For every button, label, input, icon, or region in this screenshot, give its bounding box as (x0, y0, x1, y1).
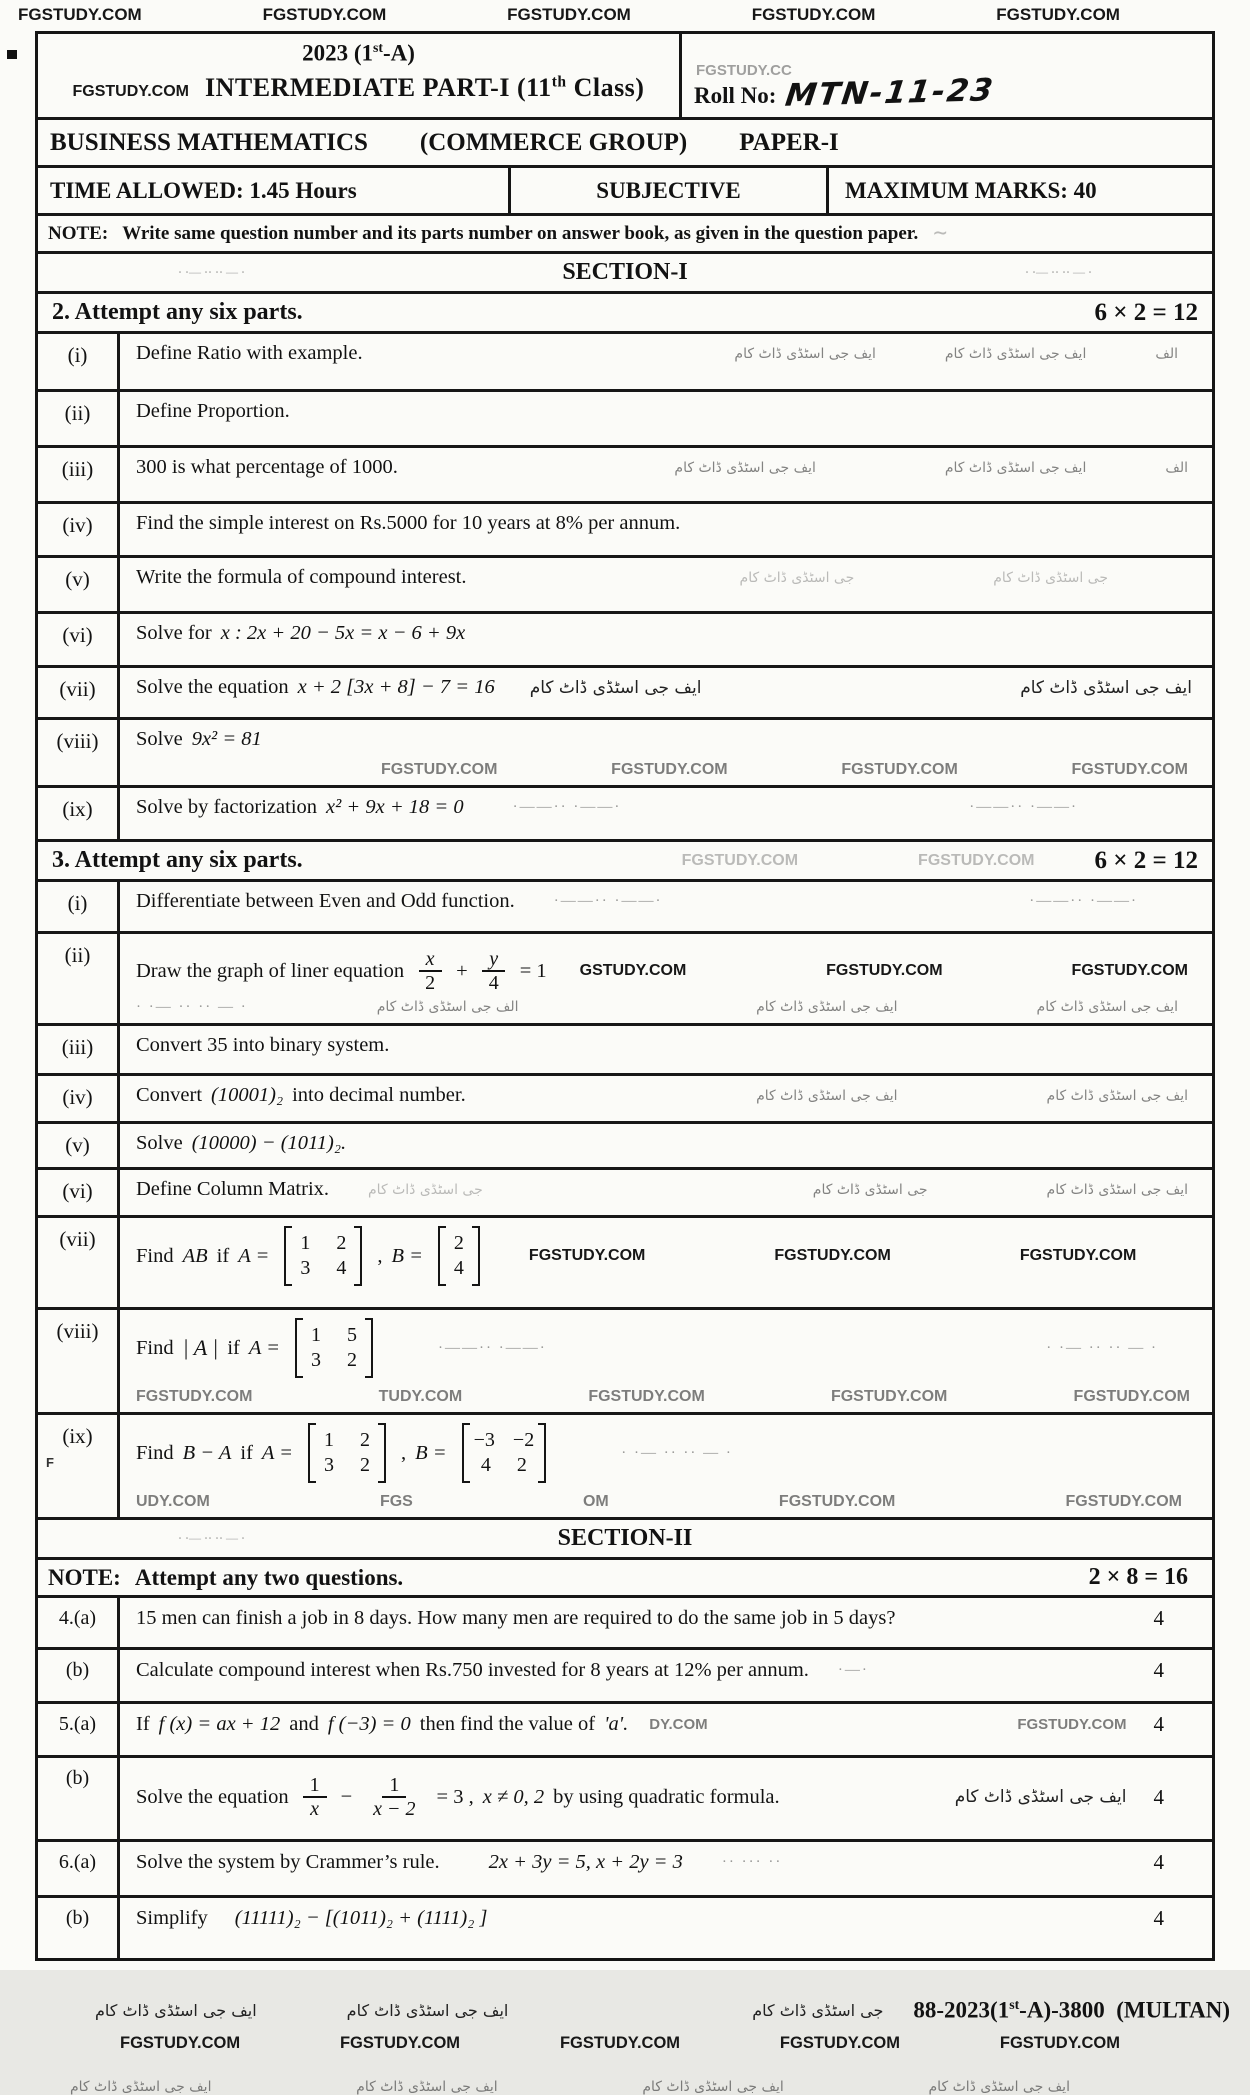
watermark-text: FGSTUDY.COM (826, 962, 943, 980)
question-text: Define Proportion. (136, 400, 290, 422)
question-text: Calculate compound interest when Rs.750 invested for 8 years at 12% per annum. (136, 1659, 809, 1681)
urdu-watermark: ایف جی اسٹڈی ڈاٹ کام (70, 2078, 212, 2095)
urdu-watermark: ایف جی اسٹڈی ڈاٹ کام (674, 459, 816, 476)
watermark-text: DY.COM (649, 1716, 708, 1733)
question-mid: and (289, 1713, 319, 1735)
part-number: (i) (38, 334, 120, 389)
question-equation: = 3 , (436, 1785, 474, 1808)
question-text-cell (120, 882, 1212, 931)
part-number: (b) (38, 1898, 120, 1958)
watermark-text: UDY.COM (136, 1493, 210, 1510)
question-text: Differentiate between Even and Odd function. (136, 890, 515, 912)
determinant-name: | A | (182, 1335, 219, 1360)
question2-heading: 2. Attempt any six parts. (52, 299, 303, 325)
watermark-text: FGSTUDY.COM (830, 1388, 948, 1405)
question-lead: Solve the equation (136, 1785, 289, 1808)
operator: − (340, 1785, 353, 1808)
question-lead: Draw the graph of liner equation (136, 959, 405, 982)
urdu-watermark: الف جی اسٹڈی ڈاٹ کام (376, 999, 519, 1016)
time-allowed: TIME ALLOWED: 1.45 Hours (50, 177, 357, 203)
part-number-text: (ix) (62, 1424, 93, 1448)
fraction (418, 948, 442, 995)
watermark-text: FGSTUDY.COM (751, 5, 876, 24)
question-row (38, 1076, 1212, 1124)
header-row-subject (38, 120, 1212, 168)
question-lead: Solve the equation (136, 676, 289, 698)
question-equation: (10000) − (1011)₂. (191, 1132, 347, 1154)
question-row (38, 934, 1212, 1026)
fraction-numerator: 1 (303, 1774, 327, 1798)
urdu-watermark: الف (1155, 345, 1178, 362)
watermark-text: FGSTUDY.COM (774, 1247, 891, 1264)
question-row (38, 1124, 1212, 1170)
fraction-denominator: x (310, 1798, 320, 1821)
matrix-label: B = (391, 1244, 423, 1267)
watermark-text: FGSTUDY.COM (778, 1493, 896, 1510)
question-condition: x ≠ 0, 2 (482, 1785, 545, 1808)
watermark-text: FGSTUDY.COM (918, 851, 1035, 869)
question-equation: 9x² = 81 (191, 728, 262, 750)
question-text-cell (120, 1898, 1212, 1958)
urdu-watermark: ایف جی اسٹڈی ڈاٹ کام (944, 459, 1087, 476)
roll-number-cell (679, 34, 1212, 117)
urdu-watermark: ایف جی اسٹڈی ڈاٹ کام (928, 2078, 1070, 2095)
part-number: (ii) (38, 934, 120, 1023)
question-equation: (10001)₂ (211, 1084, 284, 1106)
question-lead: If (136, 1713, 150, 1735)
urdu-watermark: ایف جی اسٹڈی ڈاٹ کام (756, 1087, 898, 1104)
matrix-b: 2 4 (438, 1226, 480, 1286)
matrix-label: A = (238, 1244, 270, 1267)
question-text-cell (120, 720, 1212, 785)
maximum-marks: MAXIMUM MARKS: 40 (845, 177, 1097, 203)
footer-bottom-urdu-row (0, 2053, 1250, 2095)
watermark-text: FGSTUDY.COM (1071, 761, 1188, 778)
question-text-cell (120, 334, 1212, 389)
urdu-watermark: ایف جی اسٹڈی ڈاٹ کام (1036, 999, 1178, 1016)
note-text: Write same question number and its parts number on answer book, as given in the question paper. (122, 222, 919, 244)
part-number: (viii) (38, 720, 120, 785)
question-text-cell (120, 1598, 1212, 1647)
question-variable: 'a'. (604, 1713, 629, 1735)
question-text-cell (120, 504, 1212, 555)
part-number: 4.(a) (38, 1598, 120, 1647)
question-text: 300 is what percentage of 1000. (136, 456, 398, 478)
part-number: (iii) (38, 1026, 120, 1073)
footer-imprint-row (95, 1997, 1230, 2024)
note-row (38, 216, 1212, 254)
part-number: (v) (38, 558, 120, 611)
question-lead: Solve (136, 728, 183, 750)
fraction-denominator: 4 (488, 972, 499, 995)
question-row (38, 392, 1212, 448)
urdu-watermark: ایف جی اسٹڈی ڈاٹ کام (346, 2000, 509, 2020)
question3-heading-row (38, 842, 1212, 882)
fraction (303, 1774, 327, 1821)
part-number: (iv) (38, 1076, 120, 1121)
question-row (38, 788, 1212, 842)
question-row (38, 668, 1212, 720)
question-row (38, 1218, 1212, 1310)
marks-value: 4 (1153, 1850, 1164, 1874)
marks-value: 4 (1153, 1606, 1164, 1630)
header-row-time (38, 168, 1212, 216)
question-text-cell (120, 1704, 1212, 1755)
watermark-text: FGSTUDY.COM (262, 5, 387, 24)
question-mid: if (227, 1336, 240, 1359)
watermark-text: FGSTUDY.COM (588, 1388, 705, 1405)
section2-title: SECTION-II (557, 1525, 693, 1551)
question-lead: Solve by factorization (136, 796, 318, 818)
part-number: (ix) (38, 788, 120, 839)
part-number: (ii) (38, 392, 120, 445)
watermark-text: FGSTUDY.COM (1017, 1716, 1127, 1733)
marks-value: 4 (1153, 1906, 1164, 1930)
paper-type: SUBJECTIVE (508, 168, 829, 213)
exam-title-line (38, 73, 679, 103)
urdu-watermark: جی اسٹڈی ڈاٹ کام (368, 1181, 483, 1198)
scan-noise: · ·— ·· ·· — · (1024, 265, 1092, 279)
question-row (38, 1598, 1212, 1650)
subject-name: BUSINESS MATHEMATICS (50, 128, 368, 156)
question-lead: Simplify (136, 1907, 208, 1929)
scan-noise: · ·— ·· ·· — · (136, 998, 248, 1015)
urdu-watermark: ایف جی اسٹڈی ڈاٹ کام (954, 1787, 1127, 1808)
question-mid: if (216, 1244, 230, 1267)
question-text-cell (120, 1310, 1212, 1412)
question-text-cell (120, 614, 1212, 665)
pen-mark: ·—· (837, 1662, 869, 1678)
footer-watermark-row (0, 2024, 1250, 2053)
urdu-watermark: ایف جی اسٹڈی ڈاٹ کام (1020, 677, 1192, 698)
matrix-a: 1 2 3 2 (308, 1423, 386, 1483)
scan-noise: ·——·· ·——· (553, 893, 663, 909)
watermark-text: FGSTUDY.COM (841, 761, 958, 778)
urdu-watermark: ایف جی اسٹڈی ڈاٹ کام (1046, 1087, 1188, 1104)
watermark-text: FGS (379, 1493, 413, 1510)
matrix-a: 1 5 3 2 (295, 1318, 373, 1378)
scan-noise: · ·— ·· ·· — · (1046, 1339, 1158, 1356)
fraction-denominator: 2 (425, 972, 436, 995)
scan-noise: ·· ··· ·· (721, 1854, 783, 1870)
section2-marks: 2 × 8 = 16 (1088, 1564, 1188, 1590)
urdu-watermark: ایف جی اسٹڈی ڈاٹ کام (1046, 1181, 1188, 1198)
question-row (38, 1898, 1212, 1958)
question-equation: x² + 9x + 18 = 0 (326, 796, 464, 818)
question-equation: f (−3) = 0 (327, 1713, 411, 1735)
urdu-watermark: جی اسٹڈی ڈاٹ کام (739, 569, 855, 586)
question-row (38, 1704, 1212, 1758)
note-label: NOTE: (48, 222, 109, 244)
question-row (38, 720, 1212, 788)
question3-marks: 6 × 2 = 12 (1094, 846, 1198, 874)
question3-heading: 3. Attempt any six parts. (52, 847, 303, 873)
clipped-watermark: F (46, 1455, 54, 1470)
watermark-text: FGSTUDY.COM (559, 2033, 681, 2052)
part-number: (iii) (38, 448, 120, 501)
subject-group: (COMMERCE GROUP) (419, 128, 688, 156)
operator: + (456, 959, 468, 982)
question-text-cell (120, 558, 1212, 611)
watermark-line (136, 1388, 1198, 1406)
part-number: (b) (38, 1758, 120, 1839)
paper-number: PAPER-I (739, 128, 839, 156)
watermark-text: FGSTUDY.COM (1065, 1493, 1182, 1510)
watermark-text: FGSTUDY.COM (136, 1388, 253, 1405)
urdu-watermark: الف (1165, 459, 1188, 476)
part-number: (iv) (38, 504, 120, 555)
scan-noise: · ·— ·· ·· — · (621, 1444, 733, 1461)
exam-year: 2023 (1st-A) (302, 40, 415, 66)
urdu-watermark: ایف جی اسٹڈی ڈاٹ کام (944, 345, 1087, 362)
question-text-cell (120, 448, 1212, 501)
urdu-watermark: ایف جی اسٹڈی ڈاٹ کام (529, 677, 702, 698)
question-lead: Convert (136, 1084, 203, 1106)
comma: , (377, 1244, 383, 1267)
question-row (38, 334, 1212, 392)
watermark-text: FGSTUDY.COM (996, 5, 1120, 24)
watermark-text: FGSTUDY.COM (1019, 1247, 1137, 1264)
question-equation: f (x) = ax + 12 (158, 1713, 281, 1735)
watermark-row-top (0, 0, 1250, 25)
section1-header (38, 254, 1212, 294)
part-number: (vi) (38, 614, 120, 665)
scan-noise: ·——·· ·——· (512, 799, 622, 815)
watermark-text: OM (582, 1493, 609, 1510)
question-row (38, 1415, 1212, 1520)
question-text: Define Column Matrix. (136, 1178, 330, 1200)
question-equation: x : 2x + 20 − 5x = x − 6 + 9x (220, 622, 466, 644)
question-text-cell (120, 668, 1212, 717)
question-equation: (11111)₂ − [(1011)₂ + (1111)₂ ] (234, 1907, 488, 1929)
question-lead: Solve for (136, 622, 212, 644)
scan-noise: · ·— ·· ·· — · (178, 265, 246, 279)
question-tail: then find the value of (419, 1713, 596, 1735)
clipped-watermark: FGSTUDY.CC (696, 62, 792, 79)
question-text-cell (120, 934, 1212, 1023)
question-lead: Find (136, 1244, 174, 1267)
watermark-text: FGSTUDY.COM (507, 5, 631, 24)
matrix-b: −3 −2 4 2 (462, 1423, 547, 1483)
fraction-numerator: 1 (382, 1774, 406, 1798)
question-equation: x + 2 [3x + 8] − 7 = 16 (297, 676, 495, 698)
question-text-cell (120, 1170, 1212, 1215)
part-number: (i) (38, 882, 120, 931)
question-row (38, 1842, 1212, 1898)
fraction (482, 948, 506, 995)
question-row (38, 504, 1212, 558)
scan-noise: ·——·· ·——· (438, 1339, 547, 1356)
watermark-line (136, 1493, 1198, 1511)
question-mid: if (240, 1441, 253, 1464)
inline-watermark: FGSTUDY.COM (72, 82, 189, 100)
watermark-text: FGSTUDY.COM (339, 2033, 461, 2052)
page-title: INTERMEDIATE PART-I (11th Class) (204, 72, 645, 102)
matrix-expression: B − A (182, 1441, 232, 1464)
question-text: Find the simple interest on Rs.5000 for 10 years at 8% per annum. (136, 512, 681, 534)
fraction-numerator: y (482, 948, 505, 972)
question-text-cell (120, 1650, 1212, 1701)
pen-mark: ∼ (932, 223, 949, 244)
part-number: (vii) (38, 1218, 120, 1307)
part-number: 5.(a) (38, 1704, 120, 1755)
part-number: (vi) (38, 1170, 120, 1215)
scan-artifact-mark (7, 50, 17, 59)
question-lead: Find (136, 1336, 174, 1359)
question-row (38, 1170, 1212, 1218)
marks-value: 4 (1153, 1784, 1164, 1809)
section2-header (38, 1520, 1212, 1560)
watermark-text: FGSTUDY.COM (611, 761, 728, 778)
roll-number-line (694, 72, 998, 114)
part-number: (viii) (38, 1310, 120, 1412)
watermark-text: TUDY.COM (378, 1388, 463, 1405)
question-text-cell (120, 1124, 1212, 1167)
watermark-text: FGSTUDY.COM (528, 1247, 646, 1264)
section2-note-row (38, 1560, 1212, 1598)
question-lead: Find (136, 1441, 174, 1464)
question-text-cell (120, 788, 1212, 839)
note-text: Attempt any two questions. (134, 1564, 404, 1590)
paper-code-imprint: 88-2023(1st-A)-3800 (MULTAN) (913, 1997, 1230, 2023)
watermark-text: FGSTUDY.COM (681, 851, 799, 869)
roll-number-handwritten: MTN-11-23 (783, 72, 998, 114)
scan-noise: ·——·· ·——· (969, 799, 1078, 815)
question-equation-tail: = 1 (519, 959, 547, 982)
question-tail: by using quadratic formula. (553, 1785, 780, 1808)
matrix-label: A = (248, 1336, 281, 1359)
fraction-denominator: x − 2 (373, 1798, 416, 1821)
question-text-cell (120, 1026, 1212, 1073)
part-number: (vii) (38, 668, 120, 717)
question2-marks: 6 × 2 = 12 (1094, 298, 1198, 326)
urdu-watermark: ایف جی اسٹڈی ڈاٹ کام (95, 2000, 257, 2020)
paper-table (35, 31, 1215, 1961)
urdu-watermark: جی اسٹڈی ڈاٹ کام (812, 1181, 928, 1198)
fraction (366, 1774, 422, 1821)
header-row-title (38, 34, 1212, 120)
section1-title: SECTION-I (562, 259, 688, 285)
marks-value: 4 (1153, 1712, 1164, 1736)
question-row (38, 1310, 1212, 1415)
question-row (38, 558, 1212, 614)
question-row (38, 1026, 1212, 1076)
question-text: Define Ratio with example. (136, 342, 363, 364)
watermark-text: GSTUDY.COM (579, 962, 687, 980)
question-row (38, 882, 1212, 934)
watermark-text: FGSTUDY.COM (381, 761, 498, 778)
matrix-a: 1 2 3 4 (284, 1226, 362, 1286)
question-text-cell (120, 1842, 1212, 1895)
urdu-watermark: جی اسٹڈی ڈاٹ کام (993, 569, 1108, 586)
question-text: Convert 35 into binary system. (136, 1034, 390, 1056)
part-number: (b) (38, 1650, 120, 1701)
part-number: 6.(a) (38, 1842, 120, 1895)
watermark-text: FGSTUDY.COM (1073, 1388, 1190, 1405)
question-equation: 2x + 3y = 5, x + 2y = 3 (488, 1851, 683, 1873)
urdu-watermark: ایف جی اسٹڈی ڈاٹ کام (642, 2078, 784, 2095)
question-text-cell (120, 392, 1212, 445)
watermark-text: FGSTUDY.COM (120, 2033, 241, 2052)
question-text: Write the formula of compound interest. (136, 566, 467, 588)
watermark-line (381, 761, 1198, 779)
part-number: (v) (38, 1124, 120, 1167)
comma: , (401, 1441, 407, 1464)
marks-value: 4 (1153, 1658, 1164, 1682)
question-row (38, 1650, 1212, 1704)
matrix-name: AB (182, 1244, 208, 1267)
urdu-watermark: جی اسٹڈی ڈاٹ کام (752, 2000, 884, 2020)
roll-number-label: Roll No: (694, 83, 777, 108)
urdu-watermark: ایف جی اسٹڈی ڈاٹ کام (734, 345, 876, 362)
watermark-text: FGSTUDY.COM (999, 2033, 1120, 2052)
question-lead: Solve the system by Crammer’s rule. (136, 1851, 440, 1873)
question-text-cell (120, 1076, 1212, 1121)
question-text-cell (120, 1758, 1212, 1839)
question-row (38, 1758, 1212, 1842)
watermark-text: FGSTUDY.COM (1071, 962, 1188, 980)
scan-noise: ·——·· ·——· (1029, 893, 1138, 909)
urdu-watermark: ایف جی اسٹڈی ڈاٹ کام (756, 999, 898, 1016)
watermark-text: FGSTUDY.COM (18, 5, 142, 24)
question2-heading-row (38, 294, 1212, 334)
question-tail: into decimal number. (292, 1084, 466, 1106)
question-text: 15 men can finish a job in 8 days. How many men are required to do the same job in 5 days? (136, 1607, 896, 1629)
scan-noise: · ·— ·· ·· — · (178, 1531, 246, 1545)
question-row (38, 448, 1212, 504)
fraction-numerator: x (419, 948, 442, 972)
question-text-cell (120, 1218, 1212, 1307)
question-lead: Solve (136, 1132, 183, 1154)
part-number (38, 1415, 120, 1517)
matrix-label: A = (261, 1441, 294, 1464)
urdu-watermark: ایف جی اسٹڈی ڈاٹ کام (356, 2078, 498, 2095)
header-title-cell (38, 34, 679, 117)
question-text-cell (120, 1415, 1212, 1517)
note-label: NOTE: (48, 1564, 121, 1590)
watermark-text: FGSTUDY.COM (779, 2033, 900, 2052)
matrix-label: B = (415, 1441, 447, 1464)
question-row (38, 614, 1212, 668)
